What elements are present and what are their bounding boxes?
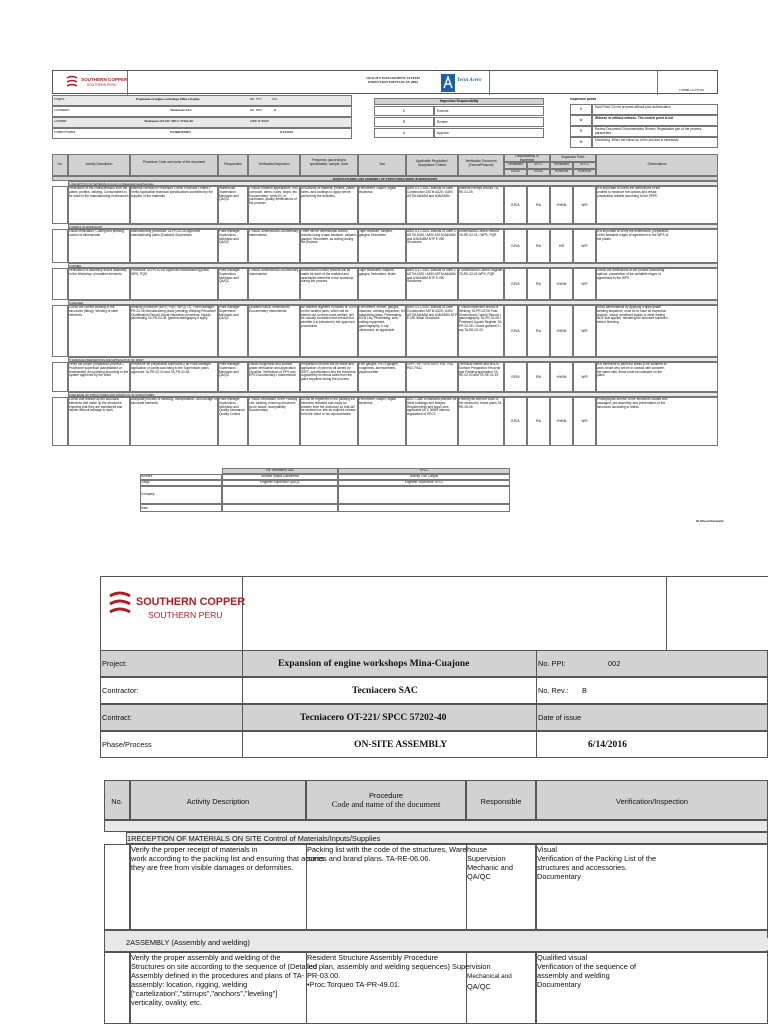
top-document [52,70,718,510]
th-procedure: Procedure Code and name of the document [130,154,218,176]
bottom-logo-sub: SOUTHERN PERU [148,610,223,620]
th-inspection-point: Inspection Point [550,154,596,162]
resp-code: E [374,106,434,116]
top-rev-label: No. Rev.: [250,109,264,112]
th-verification: Verification/Inspection [248,154,300,176]
review-stamp: M. Rivera Revisado [696,520,724,523]
top-project-label: Project: [54,98,65,101]
bottom-contract-label: Contract: [102,713,132,722]
th-procedure [306,780,466,820]
table-section-label: 6 RELEASE OF STRUCTURES AND DISPATCH OF STRUCTURES [68,392,718,397]
resp-code: R [374,117,434,127]
sign-col-spcc: SPCC [338,468,510,474]
top-project-value: Expansion of engine workshops Mina-Cuajone [136,98,200,101]
top-contractor-value: Tecniacero SAC [170,109,192,112]
top-rev-value: B [274,109,277,112]
tecniacero-logo [441,73,487,93]
resp-text: Review [434,117,544,127]
th-sub: H/W/R/M [550,169,573,176]
insp-code: R [570,126,592,137]
bottom-logo-brand: SOUTHERN COPPER [136,596,246,608]
th-responsible: Responsible [218,154,248,176]
top-doc-code: Format TA-PR-54 [679,89,704,92]
th-sub: Tecniacero [550,162,573,169]
tecniacero-logo-text: Tecni Acero [457,78,482,83]
top-title-line2: INSPECTION POINTS PLAN (IPP) [367,81,419,84]
bottom-project-value: Expansion of engine workshops Mina-Cuajone [278,658,470,669]
bottom-date-value: 6/14/2016 [588,739,627,750]
th-regulation: Applicable Regulation/ Acceptance Criteria [406,154,458,176]
th-procedure-line2: Code and name of the document [331,800,441,809]
top-logo-brand: SOUTHERN COPPER [81,77,128,82]
southern-copper-logo-icon [65,75,79,91]
resp-code: A [374,128,434,138]
table-section-label: 1 RECEPTION OF MATERIALS Control of Materials/Inputs/Supplies [68,181,718,186]
top-ppi-label: No. PPI: [250,98,262,101]
sign-value: Engineer Supervisor QA/QC [222,480,338,486]
sign-label: Cargo [140,480,222,486]
insp-text: Monitoring. When the follow-up of the process is necessary [592,137,718,148]
resp-text: Approve [434,128,544,138]
bottom-rev-label: No. Rev.: [538,686,569,695]
th-observations: Observations [596,154,718,176]
top-project-fields [52,95,352,139]
resp-line: Mechanical and [467,973,512,980]
top-logo [65,74,128,92]
th-sub: Tecniacero [504,162,527,169]
th-procedure-line1: Procedure [368,791,404,800]
th-tool: Tool [358,154,406,176]
th-responsible: Responsible [466,780,536,820]
bottom-ppi-value: 002 [608,659,621,668]
th-no: No. [52,154,68,176]
bottom-phase-value: ON-SITE ASSEMBLY [354,739,448,750]
table-section-label: 4 WELDED [68,300,718,305]
top-main-table: No. Activity Description Procedure Code and name of the document Responsible Verification/Inspection Frequency (according to specification, sample, norm Tool Applicable Regulation/ Acceptance Criteria Verification Document (Format/Protocol) Responsibility of Inspection Inspection Point Tecniacero SPCC Tecniacero SPCC E/R/A E/R/A H/W/R/M H/W/R/M Observations MANUFACTURING AND ASSEMBLY OF STRUCTURES WORK IN WORKSHOPS 1 RECEPTION OF MATERIALS Control of Materials/Inputs/Supplies Verification of the characteristics from the plates, profiles, welding. Consumables to be used in the manufacturing of structures Material Reception Procedure Check Purchase Orders • Verify Application technical specifications submitted by the supplier of the materials Warehouse Supervision Mechanic and QA/QC • Visual: material appearance, rust, corrosion, dents, holes, drops, etc. Documentary: verify EC of purchases, quality certifications of the provider All batches of material: profiles, plates, tubes, and coatings to apply before performing the activities. Flexometer, caliper, digital thickness AWS D1.1 AISC Manual of Steel Construction ASTM A325 / A490 ASTM A6/A6M and A36/A36M Material Receipt Record TA-RE-01-05 E/R/A R/A H/W/M W/R It is important to check the dimensions of the profiles to minimize the options and refuse preparation reliable according to the SPPE 2 MARKS IN WORKSHOP Visual verification, Cutting and profiling, control of dimensional Manufacturing procedure TA-PR-02-06 Approved manufacturing plans (Enabled) Supervision Plant manager Supervision Mechanic and QA/QC • Visual, dimensional Documentary Instrumental There will be dimensional control records using a tape measure, calipers, gauges, flexometer, as cutting during the process Tape measure, calipers, gauges, flexometer AWS D1.1 AISC Manual of Steel C ASTM A325 / A490 ASTM A6/A6M and A36/A36M NTP E.090 Structures Dimensional Control Record TA-RE-02-01 • WPS, PQR E/R/A R/A H/R W/R It is important to verify the dimensions, preparation of the weldable edges of agreement to the WPS of the plates 3 ARMED Verification of assembly and/or assembly in the Workshop of enabled elements Procedure TA-PR-02-06 Approved manufacturing plans WPS, PQR Plant manager Supervision Mechanic and QA/QC • Visual, dimensional Documentary Instrumental Dimensional control records will be made for each of the enabled and assembled elements in the workshop during the process Tape measures, calipers, gauges, flexometer, levels AWS D1.1 AISC Manual of Steel C ASTM A325 / A490 ASTM A6/A6M and A36/A36M NTP E.090 Structures • Dimensional Control Register TA-RE-02-01 WPS, PQR E/R/A R/A H/W/M W/R Check the dimensions of the profiles minimizing options, preparation of the weldable edges of agreement to the WPS 4 WELDED Check the correct welding of the structures (fitting), Welding of steel elements Welding procedure (WPS, PQR, WPQ) TA - Plant Manager PR-02-06 Manufacturing plans (welding) Welding Personnel Qualification Record Visual inspection procedure, liquids penetrating TA-PR-02-05, gamma radiography if apply Plant manager Supervision Mechanic and QA/QC Qualified visual, dimensional Documentary Instrumental Be realized registers on tables at 100% on the welded parts, which will be carried out on them once welded, will be visually controlled and checked for whether it is indicated in the approved procedures Flexometer, vernier, gauges, measure, welding inspection, 6X magnifying glass, Penetrating, Kit of Lay, Penetrating, wire-cutting equipment, gammagraphy, X-ray ultrasound, as applicable AWS D1.1 AISC Manual of Steel Construction ASTM A325 / A490 ASTM A6/A6M and A36/A36M NTP E.090 Metal Structures • Visual inspection record of Welding TA-PR-02-06 Post-Dimensional Control Record • gammagraphy TA-PR-02-05 • Penetrant Liquids Register TA-PR-02-05 • Scans gammal X-ray TA-RE-02-05 E/R/A R/A H/W/M W/R Avoid deformations by applying a appropriate welding sequence, must be to have all inspection records, visual, penetrant liquids or other testing NDE that applies, releasing the structure soldered before finishing 5 SURFACE PREPARATION AND APPLICATION OF PAINT Verify the proper preparation process • Procedure superficial (sandblasted or shotblasted) and painting according to the system approved by the client Procedure de preparation superficial y de Plant Manager application of paints according to the Supervision plans approved TA-PR-02-04 and TA-PR-02-08 Plant manager Supervision Mechanic and QA/QC Visual Roughness and surface grade verification and application of paints. Verification of EPS and EPS Documentary • Instrumental Preparation records will be made and application of paint for all armed by SSPC specifications and the thickness, rugosimetry technical seals from the paint suppliers during the process Film gauges, PIG-Il gauges, roughness, anemometers, psychrometer SSPC SP / SP6 SSPC PA1, PA2, PA3, PA11 Technical sheets and MSDS Surface Preparation Records and Painting application TA-RE-02-03 and TA-RE-02-15 E/R/A R/A H/W/M W/R It is beneficial to paint the areas to be soldered at work, those who will be in contact with concrete, the same vats, these must be indicated on the plans 6 RELEASE OF STRUCTURES AND DISPATCH OF STRUCTURES Check and release all the structural elements that make up the structures ensuring that they are transferred and deliver without damage to work Adequate process of handling, transportation, and storage of structural elements Plant manager Supervision Mechanic and Quality Assurance Quality Control • Visual Verification of the Packing List, welding, ensuring structures do be aware, acceptability Documentary All will be registered in the packing list, elements released and ready for transfer from the workshop so that will be received on site as requires release from the client or his representative Flexometer, caliper, digital thickness AISC Code of standard practice for Steel buildings and bridges. Requirements and legal rules applicable MTC NIBM Internal regulations of SPCC Packing list with the code of the structures, brand plans TA-RE-06-06 E/R/A R/A H/W/M W/R Photographic archive of the structures loaded and packaged, pre-assembly and preservation of the structures according to Marks [52,154,718,416]
southern-copper-logo-icon [108,590,132,620]
top-header-block [52,70,718,94]
th-sub: E/R/A [504,169,527,176]
th-frequency: Frequency (according to specification, sample, norm [300,154,358,176]
sign-value: Activity Civil Cargos [338,474,510,480]
responsibility-title: Inspection Responsibility [374,98,544,105]
top-contract-value: Tecniacero OT-221/ SPCC 57202-40 [144,120,193,123]
sign-label: Date [140,504,222,512]
top-date-label: Date of issue [250,120,269,123]
top-contractor-label: Contractor: [54,109,70,112]
sign-value: Arnaldo Mayta Zubizarreta [222,474,338,480]
th-activity: Activity Description [68,154,130,176]
resp-line: QA/QC [467,982,491,991]
th-sub: SPCC [527,162,550,169]
th-no: No. [104,780,130,820]
inspection-title: Inspection points [570,98,597,101]
th-sub: SPCC [573,162,596,169]
top-phase-label: Phase/Process [54,131,76,134]
bottom-contractor-value: Tecniacero SAC [352,685,418,696]
th-sub: E/R/A [527,169,550,176]
insp-text: Hold Point. Do not proceed without prior authorization [592,104,718,115]
bottom-rev-value: B [582,686,587,695]
resp-text: Execute [434,106,544,116]
bottom-contractor-label: Contractor: [102,686,139,695]
bottom-date-label: Date of issue [538,713,582,722]
top-title-line1: QUALITY MANAGEMENT SYSTEM [366,77,420,80]
bottom-logo [108,588,246,628]
top-contract-label: Contract: [54,120,67,123]
sign-col-tecniacero: For Tecniacero SAC [222,468,338,474]
bottom-contract-value: Tecniacero OT-221/ SPCC 57202-40 [300,712,447,723]
tecniacero-logo-icon [441,74,455,92]
table-section-label: 1RECEPTION OF MATERIALS ON SITE Control of Materials/Inputs/Supplies [126,832,768,844]
th-verification: Verification/Inspection [536,780,768,820]
insp-code: M [570,137,592,148]
bottom-phase-label: Phase/Process [102,740,152,749]
insp-text: Review Document/ Documentation Review. Registration part of the process parameters. [592,126,718,137]
bottom-project-fields [100,650,768,758]
th-verification-document: Verification Document (Format/Protocol) [458,154,504,176]
bottom-main-table: No. Activity Description Procedure Code and name of the document Responsible Verification/Inspection 1RECEPTION OF MATERIALS ON SITE Control of Materials/Inputs/Supplies Verify the proper receipt of materials in work according to the packing list and ensuring that access they are free from visible damages or deformities. Packing list with the code of the structures, Ware sories and brand plans. TA-RE-06.06. house Supervision Mechanic and QA/QC Visual Verification of the Packing List of the structures and accessories. Documentary 2ASSEMBLY (Assembly and welding) Verify the proper assembly and welding of the Structures on site according to the sequence of (Detailed Assembly defined in the procedures and plans of TA- assembly: location, rigging, welding ["cartelization","stirrups","anchors","leveling"] verticality, ovality, etc. Resident Structure Assembly Procedure led plan, assembly and welding sequences) Supervision PR-03.00. •Proc.Torqueo TA-PR-49.01. Mechanical and QA/QC Qualified visual Verification of the sequence of assembly and welding Documentary [104,780,768,1024]
bottom-project-label: Project: [102,659,128,668]
th-sub: H/W/R/M [573,169,596,176]
table-section-label: 3 ARMED [68,263,718,268]
table-section-label: 2ASSEMBLY (Assembly and welding) [126,938,768,950]
insp-text: Witness or without witness. The control point is not [592,115,718,126]
section-banner: MANUFACTURING AND ASSEMBLY OF STRUCTURES WORK IN WORKSHOPS [52,176,718,181]
sign-label: Company [140,486,222,504]
top-date-value: 6/14/2016 [280,131,293,134]
bottom-document [0,540,768,1024]
table-section-label: 5 SURFACE PREPARATION AND APPLICATION OF PAINT [68,357,718,362]
top-responsibility-legend [374,98,544,142]
table-section-label: 2 MARKS IN WORKSHOP [68,224,718,229]
top-phase-value: WORKSHOPS [170,131,191,134]
th-responsibility-of-inspection: Responsibility of Inspection [504,154,550,162]
insp-code: H [570,104,592,115]
top-signature-block [140,468,510,516]
top-logo-sub: SOUTHERN PERU [87,83,117,87]
top-inspection-legend [570,98,718,150]
th-activity: Activity Description [130,780,306,820]
insp-code: W [570,115,592,126]
sign-label: Nombre [140,474,222,480]
sign-value: Engineer Supervisor SPCC [338,480,510,486]
bottom-ppi-label: No. PPI: [538,659,566,668]
top-ppi-value: 001 [272,98,278,101]
